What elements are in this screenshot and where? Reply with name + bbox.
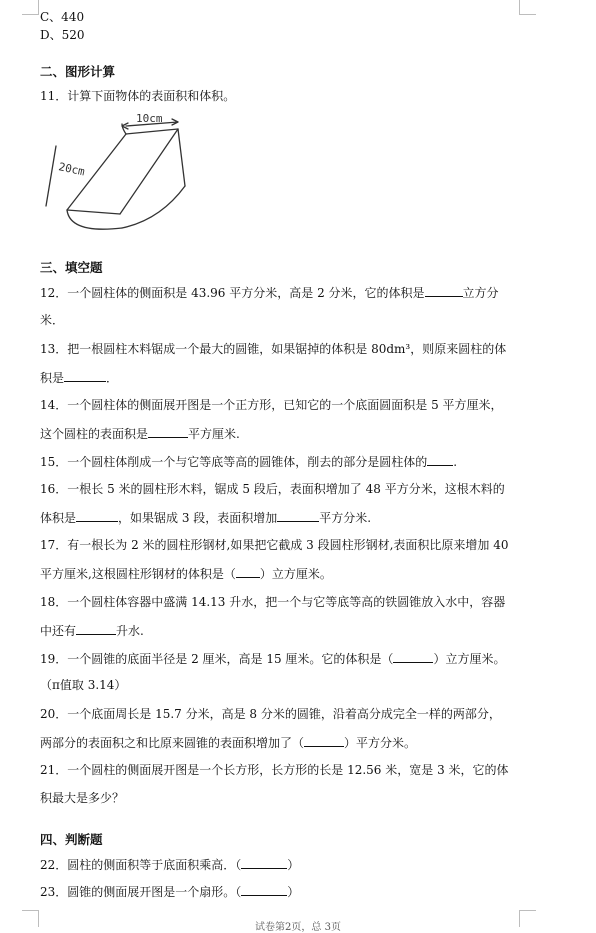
answer-blank[interactable] xyxy=(236,565,260,578)
section-2-title: 二、图形计算 xyxy=(40,64,116,79)
answer-blank[interactable] xyxy=(277,509,319,522)
question-20-line-1: 20．一个底面周长是 15.7 分米，高是 8 分米的圆锥，沿着高分成完全一样的两部分， xyxy=(40,707,501,721)
side-dimension-label: 20cm xyxy=(57,160,87,179)
answer-blank[interactable] xyxy=(148,425,188,438)
question-13-line-2: 积是 ． xyxy=(40,371,119,385)
question-17-line-1: 17．有一根长为 2 米的圆柱形钢材,如果把它截成 3 段圆柱形钢材,表面积比原来增加 40 xyxy=(40,538,509,552)
question-18-line-2: 中还有 升水. xyxy=(40,624,144,638)
question-11: 11．计算下面物体的表面积和体积。 xyxy=(40,89,236,103)
corner-mark-top-left xyxy=(22,0,39,15)
question-12-line-2: 米． xyxy=(40,313,65,327)
answer-blank[interactable] xyxy=(393,650,433,663)
question-13-line-1: 13．把一根圆柱木料锯成一个最大的圆锥，如果锯掉的体积是 80dm³，则原来圆柱的体 xyxy=(40,342,507,356)
question-21-line-2: 积最大是多少？ xyxy=(40,791,125,805)
answer-blank[interactable] xyxy=(427,453,453,466)
answer-blank[interactable] xyxy=(76,509,118,522)
question-22: 22．圆柱的侧面积等于底面积乘高．（ ） xyxy=(40,858,300,872)
option-d: D、520 xyxy=(40,28,85,42)
question-16-line-1: 16．一根长 5 米的圆柱形木料，锯成 5 段后，表面积增加了 48 平方分米，这根木料的 xyxy=(40,482,505,496)
question-12-line-1: 12．一个圆柱体的侧面积是 43.96 平方分米，高是 2 分米，它的体积是 立方分 xyxy=(40,286,499,300)
half-cylinder-figure xyxy=(40,108,200,243)
question-14-line-1: 14．一个圆柱体的侧面展开图是一个正方形，已知它的一个底面圆面积是 5 平方厘米， xyxy=(40,398,503,412)
section-4-title: 四、判断题 xyxy=(40,832,103,847)
option-c: C、440 xyxy=(40,10,85,24)
question-15: 15．一个圆柱体削成一个与它等底等高的圆锥体，削去的部分是圆柱体的 . xyxy=(40,455,458,469)
corner-mark-top-right xyxy=(519,0,536,15)
question-14-line-2: 这个圆柱的表面积是 平方厘米. xyxy=(40,427,240,441)
question-20-line-2: 两部分的表面积之和比原来圆锥的表面积增加了（ ）平方分米。 xyxy=(40,736,417,750)
answer-blank[interactable] xyxy=(304,734,344,747)
question-19-line-1: 19．一个圆锥的底面半径是 2 厘米，高是 15 厘米。它的体积是（ ）立方厘米。 xyxy=(40,652,506,666)
answer-blank[interactable] xyxy=(241,883,287,896)
question-17-line-2: 平方厘米,这根圆柱形钢材的体积是（ ）立方厘米。 xyxy=(40,567,332,581)
question-18-line-1: 18．一个圆柱体容器中盛满 14.13 升水，把一个与它等底等高的铁圆锥放入水中，容器 xyxy=(40,595,506,609)
answer-blank[interactable] xyxy=(425,284,463,297)
answer-blank[interactable] xyxy=(64,369,106,382)
top-dimension-label: 10cm xyxy=(136,112,163,125)
page-footer: 试卷第2页，总 3页 xyxy=(255,922,341,933)
question-21-line-1: 21．一个圆柱的侧面展开图是一个长方形，长方形的长是 12.56 米，宽是 3 米，它的体 xyxy=(40,763,509,777)
question-19-line-2: （π值取 3.14） xyxy=(40,678,127,692)
section-3-title: 三、填空题 xyxy=(40,260,103,275)
answer-blank[interactable] xyxy=(76,622,116,635)
question-23: 23．圆锥的侧面展开图是一个扇形。（ ） xyxy=(40,885,300,899)
answer-blank[interactable] xyxy=(241,856,287,869)
question-16-line-2: 体积是 ，如果锯成 3 段，表面积增加 平方分米. xyxy=(40,511,372,525)
